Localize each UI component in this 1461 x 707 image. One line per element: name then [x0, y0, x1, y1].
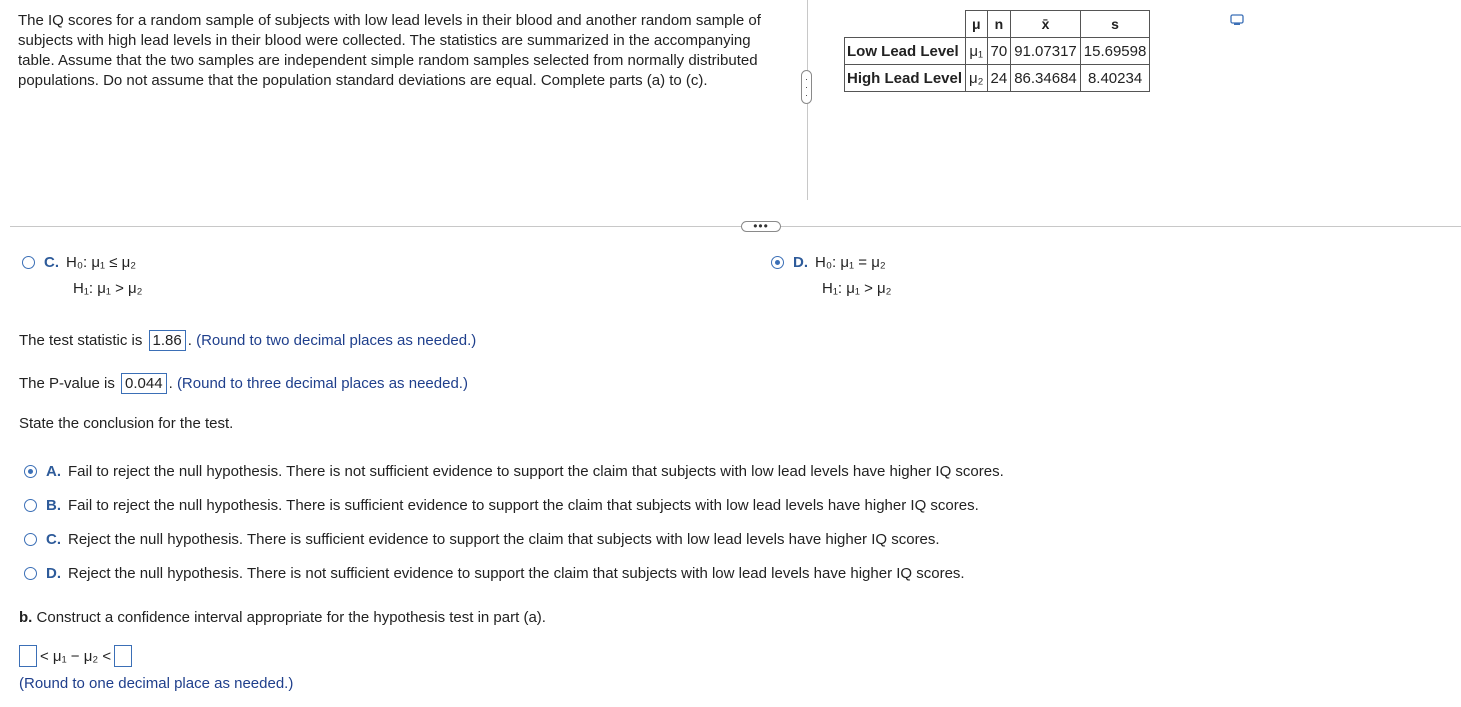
cell-mu: μ₂ [966, 65, 987, 92]
option-text: Reject the null hypothesis. There is sufficient evidence to support the claim that subjects with low lead levels have higher IQ scores. [68, 531, 940, 548]
option-letter: D. [793, 254, 808, 271]
option-letter: A. [46, 463, 61, 480]
part-b-text: Construct a confidence interval appropriate for the hypothesis test in part (a). [36, 609, 546, 626]
horizontal-divider [10, 226, 1461, 227]
part-b-label: b. [19, 609, 33, 626]
radio-button[interactable] [24, 533, 37, 546]
hypothesis-h1: H₁: μ₁ > μ₂ [822, 280, 892, 297]
rounding-note: (Round to two decimal places as needed.) [196, 332, 477, 349]
hypothesis-option-d[interactable] [771, 254, 886, 271]
p-value-line: The P-value is 0.044 . (Round to three decimal places as needed.) [19, 375, 468, 392]
dots-icon: · · · [805, 74, 808, 100]
table-header-row [845, 11, 1150, 38]
cell-xbar: 91.07317 [1011, 38, 1081, 65]
p-value-label: The P-value is [19, 375, 115, 392]
option-letter: D. [46, 565, 61, 582]
conclusion-option-b[interactable] [24, 497, 979, 514]
problem-statement: The IQ scores for a random sample of subjects with low lead levels in their blood and another random sample of subjects with high lead levels in their blood were collected. The statistics are summarized in the accompanying table. Assume that the two samples are independent simple random samples selected from normally distributed populations. Do not assume that the population standard deviations are equal. Complete parts (a) to (c). [18, 12, 761, 89]
option-letter: C. [44, 254, 59, 271]
hypothesis-h0: H₀: μ₁ = μ₂ [815, 254, 886, 271]
table-corner [845, 11, 966, 38]
radio-button[interactable] [24, 499, 37, 512]
ci-inequality: < μ₁ − μ₂ < [40, 647, 112, 665]
part-b-prompt [19, 609, 546, 626]
test-statistic-label: The test statistic is [19, 332, 143, 349]
option-letter: C. [46, 531, 61, 548]
horizontal-resize-handle[interactable] [741, 221, 781, 232]
hypothesis-h0: H₀: μ₁ ≤ μ₂ [66, 254, 137, 271]
test-statistic-answer[interactable]: 1.86 [149, 330, 186, 351]
ci-upper-input[interactable] [114, 645, 132, 667]
option-text: Fail to reject the null hypothesis. There is not sufficient evidence to support the claim that subjects with low lead levels have higher IQ scores. [68, 463, 1004, 480]
radio-button[interactable] [22, 256, 35, 269]
rounding-note: (Round to three decimal places as needed.) [176, 375, 468, 392]
copy-table-icon[interactable] [1230, 14, 1244, 26]
header-xbar: x̄ [1011, 11, 1081, 38]
option-letter: B. [46, 497, 61, 514]
row-label: Low Lead Level [845, 38, 966, 65]
radio-button[interactable] [24, 567, 37, 580]
conclusion-option-a[interactable] [24, 463, 1004, 480]
test-statistic-line: The test statistic is 1.86 . (Round to two decimal places as needed.) [19, 332, 477, 349]
confidence-interval-row [19, 645, 132, 667]
p-value-answer[interactable]: 0.044 [121, 373, 167, 394]
cell-mu: μ₁ [966, 38, 987, 65]
conclusion-option-c[interactable] [24, 531, 940, 548]
header-n: n [987, 11, 1011, 38]
dots-icon: ••• [753, 219, 769, 233]
conclusion-prompt: State the conclusion for the test. [19, 415, 234, 432]
data-table [844, 10, 1150, 92]
rounding-note: (Round to one decimal place as needed.) [19, 675, 294, 692]
radio-button-selected[interactable] [24, 465, 37, 478]
header-mu: μ [966, 11, 987, 38]
cell-s: 8.40234 [1080, 65, 1150, 92]
cell-xbar: 86.34684 [1011, 65, 1081, 92]
cell-n: 70 [987, 38, 1011, 65]
table-row [845, 65, 1150, 92]
row-label: High Lead Level [845, 65, 966, 92]
conclusion-option-d[interactable] [24, 565, 965, 582]
vertical-resize-handle[interactable] [801, 70, 812, 104]
table-row [845, 38, 1150, 65]
option-text: Reject the null hypothesis. There is not sufficient evidence to support the claim that subjects with low lead levels have higher IQ scores. [68, 565, 965, 582]
option-text: Fail to reject the null hypothesis. There is sufficient evidence to support the claim that subjects with low lead levels have higher IQ scores. [68, 497, 979, 514]
ci-lower-input[interactable] [19, 645, 37, 667]
cell-s: 15.69598 [1080, 38, 1150, 65]
hypothesis-h1: H₁: μ₁ > μ₂ [73, 280, 143, 297]
radio-button-selected[interactable] [771, 256, 784, 269]
hypothesis-option-c[interactable] [22, 254, 136, 271]
header-s: s [1080, 11, 1150, 38]
cell-n: 24 [987, 65, 1011, 92]
